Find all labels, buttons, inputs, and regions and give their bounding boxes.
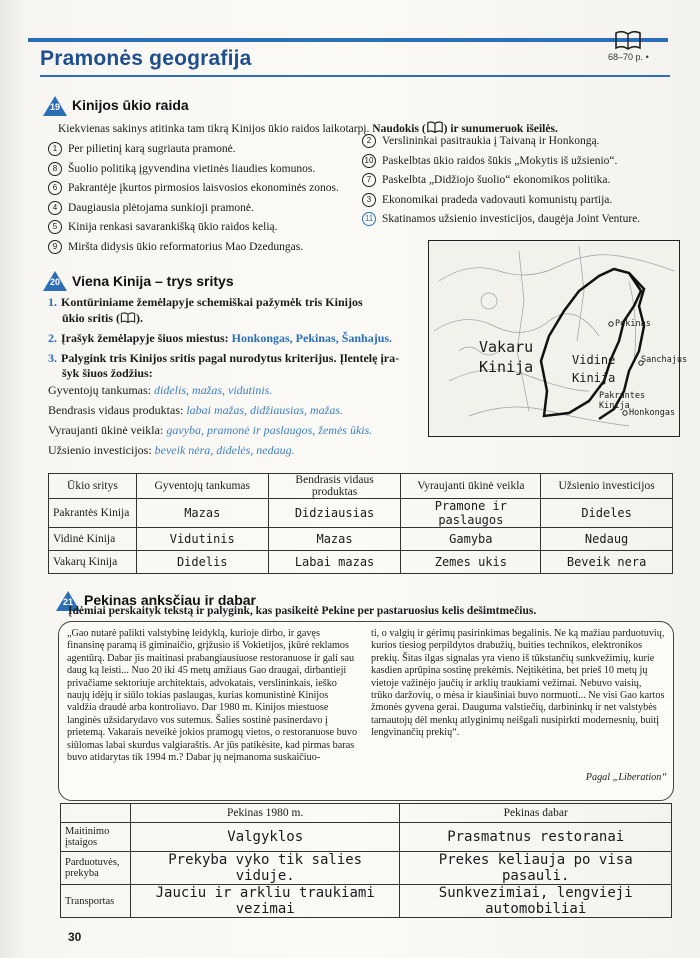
map-label-shanghai: Sanchajus bbox=[641, 355, 688, 365]
section-20-number: 20 bbox=[49, 277, 60, 287]
answer-cell: Prasmatnus restoranai bbox=[400, 823, 672, 852]
task-1-line-2: ūkio sritis ( bbox=[62, 311, 121, 325]
task-1 bbox=[48, 294, 363, 310]
task-1-number: 1. bbox=[48, 295, 57, 309]
criterion-row bbox=[48, 442, 295, 458]
row-label-cell: Vakarų Kinija bbox=[49, 551, 137, 574]
table-row bbox=[49, 499, 673, 528]
list-item bbox=[362, 173, 610, 188]
criterion-row bbox=[48, 382, 272, 398]
answer-cell: Gamyba bbox=[401, 528, 541, 551]
section-20-title: Viena Kinija – trys sritys bbox=[72, 273, 234, 289]
answer-cell: Didelis bbox=[136, 551, 268, 574]
answer-circle: 8 bbox=[48, 162, 62, 176]
list-item bbox=[362, 134, 599, 149]
table-row bbox=[61, 823, 672, 852]
row-label-cell: Pakrantės Kinija bbox=[49, 499, 137, 528]
task-1-line-1: Kontūriniame žemėlapyje schemiškai pažymėk tris Kinijos bbox=[61, 295, 363, 309]
answer-cell: Dideles bbox=[541, 499, 673, 528]
answer-cell: Prekes keliauja po visa pasauli. bbox=[400, 852, 672, 885]
criterion-words: beveik nėra, didelės, nedaug. bbox=[154, 443, 295, 457]
top-rule bbox=[28, 38, 668, 42]
answer-cell: Vidutinis bbox=[136, 528, 268, 551]
intro-text-a: Kiekvienas sakinys atitinka tam tikrą Kinijos ūkio raidos laikotarpį. bbox=[58, 123, 370, 136]
list-item bbox=[362, 193, 612, 208]
answer-cell: Prekyba vyko tik salies viduje. bbox=[130, 852, 399, 885]
criterion-words: gavyba, pramonė ir paslaugos, žemės ūkis. bbox=[166, 423, 373, 437]
answer-cell: Jauciu ir arkliu traukiami vezimai bbox=[130, 885, 399, 918]
regions-table-body bbox=[49, 499, 673, 574]
list-item-text: Kinija renkasi savarankišką ūkio raidos kelią. bbox=[68, 221, 278, 233]
row-label-cell: Vidinė Kinija bbox=[49, 528, 137, 551]
criterion-label: Užsienio investicijos: bbox=[48, 443, 152, 457]
map-label-inner-1: Vidine bbox=[572, 353, 616, 367]
table-header-cell: Užsienio investicijos bbox=[541, 474, 673, 499]
answer-cell: Mazas bbox=[268, 528, 401, 551]
table-row bbox=[61, 885, 672, 918]
answer-cell: Labai mazas bbox=[268, 551, 401, 574]
table-row bbox=[49, 528, 673, 551]
table-header-cell bbox=[61, 804, 131, 823]
task-2 bbox=[48, 330, 392, 346]
section-19-badge bbox=[42, 95, 68, 117]
map-label-inner bbox=[572, 351, 615, 387]
table-row bbox=[61, 852, 672, 885]
map-label-west-2: Kinija bbox=[479, 358, 534, 376]
criterion-words: didelis, mažas, vidutinis. bbox=[153, 383, 273, 397]
map-label-west-1: Vakaru bbox=[479, 338, 534, 356]
book-icon-inline-2 bbox=[120, 311, 136, 327]
section-21-title: Pekinas anksčiau ir dabar bbox=[84, 592, 256, 608]
section-21-number: 21 bbox=[62, 597, 73, 607]
hongkong-marker bbox=[623, 411, 627, 415]
title-underline bbox=[40, 75, 670, 77]
beijing-table-body bbox=[61, 823, 672, 918]
table-header-cell: Pekinas 1980 m. bbox=[130, 804, 399, 823]
answer-circle: 3 bbox=[362, 193, 376, 207]
list-item-text: Paskelbtas ūkio raidos šūkis „Mokytis iš užsienio“. bbox=[382, 154, 618, 167]
list-item-text: Miršta didysis ūkio reformatorius Mao Dzedungas. bbox=[68, 240, 304, 253]
table-header-cell: Ūkio sritys bbox=[49, 474, 137, 499]
answer-circle: 5 bbox=[48, 220, 62, 234]
regions-table bbox=[48, 473, 673, 574]
task-3 bbox=[48, 350, 399, 366]
list-item bbox=[48, 162, 315, 177]
beijing-table-header bbox=[61, 804, 672, 823]
intro-text-b: Naudokis ( bbox=[372, 123, 426, 136]
list-item-text: Paskelbta „Didžiojo šuolio“ ekonomikos politika. bbox=[382, 174, 611, 186]
answer-cell: Didziausias bbox=[268, 499, 401, 528]
list-item-text: Daugiausia plėtojama sunkioji pramonė. bbox=[68, 201, 254, 214]
answer-circle: 11 bbox=[362, 212, 376, 226]
beijing-table bbox=[60, 803, 672, 918]
criterion-words: labai mažas, didžiausias, mažas. bbox=[186, 403, 344, 417]
quote-right-column: ti, o valgių ir gėrimų pasirinkimas begalinis. Ne ką mažiau parduotuvių, kurios tiesiog perpildytos drabužių, buities technikos, elektronikos prekių. Šitas ilgas signalas yra vieno iš tūkstančių sunkvežimių, kurie kasdien aprūpina sostinę prekėmis. Neįtikėtina, bet prieš 10 metų jų vietoje važinėjo jaučių ir arklių traukiami vežimai. Nebuvo vaisių, trūko daržovių, o mėsa ir kiaušiniai buvo normuoti... Ne visi Gao kartos žmonės gyvena gerai. Dauguma valstiečių, darbininkų ir net valstybės tarnautojų dėl menkų atlyginimų neišgali nusipirkti modernesnių, buitį lengvinančių prekių“. bbox=[371, 628, 665, 739]
list-item bbox=[362, 154, 617, 169]
list-item bbox=[48, 142, 236, 157]
list-item-text: Šuolio politiką įgyvendina vietinės liaudies komunos. bbox=[68, 162, 316, 175]
map-label-beijing: Pekinas bbox=[615, 319, 651, 329]
criterion-row bbox=[48, 422, 372, 438]
table-header-cell: Gyventojų tankumas bbox=[136, 474, 268, 499]
task-3-line-2: šyk šiuos žodžius: bbox=[62, 366, 153, 380]
table-row bbox=[49, 551, 673, 574]
list-item bbox=[48, 181, 339, 196]
criterion-row bbox=[48, 402, 343, 418]
table-header-cell: Bendrasis vidaus produktas bbox=[268, 474, 401, 499]
page-reference-dot: • bbox=[645, 52, 649, 62]
answer-cell: Nedaug bbox=[541, 528, 673, 551]
list-item bbox=[362, 212, 640, 227]
map-label-hongkong: Honkongas bbox=[629, 408, 676, 418]
list-item-text: Per pilietinį karą sugriauta pramonė. bbox=[68, 143, 236, 155]
section-19-number: 19 bbox=[49, 102, 60, 112]
list-item-text: Pakrantėje įkurtos pirmosios laisvosios ekonominės zonos. bbox=[68, 182, 339, 194]
answer-circle: 9 bbox=[48, 240, 62, 254]
page-number: 30 bbox=[68, 930, 82, 944]
row-label-cell: Transportas bbox=[61, 885, 131, 918]
criterion-label: Gyventojų tankumas: bbox=[48, 383, 151, 397]
answer-circle: 4 bbox=[48, 201, 62, 215]
answer-cell: Zemes ukis bbox=[401, 551, 541, 574]
table-header-cell: Pekinas dabar bbox=[400, 804, 672, 823]
task-3-number: 3. bbox=[48, 351, 57, 365]
page-reference bbox=[608, 52, 649, 62]
section-20-badge bbox=[42, 270, 68, 292]
china-map bbox=[428, 240, 688, 437]
row-label-cell: Maitinimo įstaigos bbox=[61, 823, 131, 852]
task-2-cities: Honkongas, Pekinas, Šanhajus. bbox=[231, 331, 393, 345]
list-item bbox=[48, 240, 303, 255]
answer-cell: Sunkvezimiai, lengvieji automobiliai bbox=[400, 885, 672, 918]
quote-box bbox=[58, 621, 674, 801]
beijing-marker bbox=[609, 322, 613, 326]
answer-cell: Beveik nera bbox=[541, 551, 673, 574]
table-header-cell: Vyraujanti ūkinė veikla bbox=[401, 474, 541, 499]
task-2-text: Įrašyk žemėlapyje šiuos miestus: bbox=[61, 331, 229, 345]
page-reference-text: 68–70 p. bbox=[608, 52, 644, 62]
answer-circle: 1 bbox=[48, 142, 62, 156]
section-19-title: Kinijos ūkio raida bbox=[72, 97, 189, 113]
answer-circle: 2 bbox=[362, 134, 376, 148]
quote-source: Pagal „Liberation“ bbox=[585, 772, 667, 783]
answer-cell: Mazas bbox=[136, 499, 268, 528]
map-label-inner-2: Kinija bbox=[572, 371, 616, 385]
task-1-line-2-end: ). bbox=[136, 311, 144, 325]
intro-text-c: ) ir sunumeruok išeilės. bbox=[443, 123, 558, 136]
list-item bbox=[48, 220, 278, 235]
task-3-line-1: Palygink tris Kinijos sritis pagal nurodytus kriterijus. Įlentelę įra- bbox=[61, 351, 400, 365]
task-2-number: 2. bbox=[48, 331, 57, 345]
book-icon bbox=[614, 30, 642, 50]
regions-table-header bbox=[49, 474, 673, 499]
answer-circle: 7 bbox=[362, 173, 376, 187]
answer-circle: 6 bbox=[48, 181, 62, 195]
map-label-west bbox=[479, 337, 533, 377]
answer-cell: Pramone ir paslaugos bbox=[401, 499, 541, 528]
map-label-coast: Pakrantes Kinija bbox=[599, 391, 646, 411]
list-item-text: Ekonomikai pradeda vadovauti komunistų partija. bbox=[382, 193, 613, 206]
section-21-instruction: Įdėmiai perskaityk tekstą ir palygink, kas pasikeitė Pekine per pastaruosius kelis dešimtmečius. bbox=[68, 605, 537, 617]
quote-left-column: „Gao nutarė palikti valstybinę leidyklą, kurioje dirbo, ir gavęs finansinę paramą iš giminaičio, grįžusio iš Vokietijos, įkūrė reklamos agentūrą. Dabar jis maitinasi prabangiausiuose restoranuose ir gali sau daug ką leisti... Nuo 20 iki 45 metų amžiaus Gao draugai, dirbantieji privačiame sektoriuje architektais, advokatais, verslininkais, ieško naujų idėjų ir siūlo tokias paslaugas, kurias komunistinė Kinijos valdžia draudė arba kontroliavo. Dar 1980 m. Kinijos miestuose langinės užsidarydavo vos sutemus. Šalies sostinė pasinerdavo į prietemą. Vakarais neveikė jokios pramogų vietos, o restoranuose buvo siūlomas labai skurdus valgiaraštis. Ar jūs patikėsite, kad pirmas baras buvo atidarytas tik 1994 m.? Dabar jų neįmanoma suskaičiuo- bbox=[67, 628, 358, 764]
task-1-cont bbox=[62, 310, 143, 327]
criterion-label: Bendrasis vidaus produktas: bbox=[48, 403, 184, 417]
list-item-text: Verslininkai pasitraukia į Taivaną ir Honkongą. bbox=[382, 135, 600, 147]
page-title: Pramonės geografija bbox=[40, 47, 252, 70]
list-item bbox=[48, 201, 254, 216]
list-item-text: Skatinamos užsienio investicijos, daugėja Joint Venture. bbox=[382, 213, 641, 225]
answer-circle: 10 bbox=[362, 154, 376, 168]
row-label-cell: Parduotuvės, prekyba bbox=[61, 852, 131, 885]
criterion-label: Vyraujanti ūkinė veikla: bbox=[48, 423, 164, 437]
answer-cell: Valgyklos bbox=[130, 823, 399, 852]
